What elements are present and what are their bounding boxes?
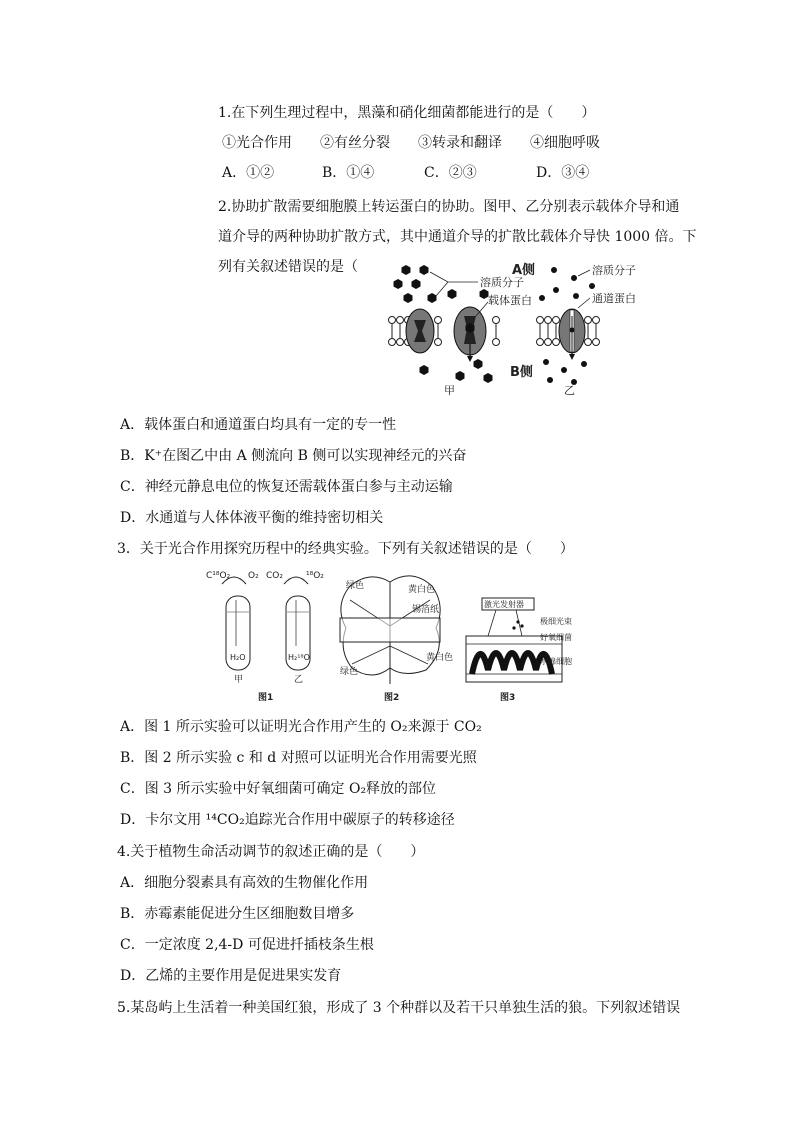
fig1-jia: 甲	[234, 675, 244, 685]
fig3-bacteria: 好氧细菌	[540, 633, 572, 642]
q2-stem-line-1: 2.协助扩散需要细胞膜上转运蛋白的协助。图甲、乙分别表示载体介导和通	[218, 199, 680, 215]
q2-stem-line-2: 道介导的两种协助扩散方式，其中通道介导的扩散比载体介导快 1000 倍。下	[218, 229, 697, 245]
solute-label-right: 溶质分子	[592, 264, 636, 277]
q3-option-a: A．图 1 所示实验可以证明光合作用产生的 O₂来源于 CO₂	[120, 719, 482, 735]
side-a-label: A侧	[512, 263, 536, 278]
q3-stem: 3．关于光合作用探究历程中的经典实验。下列有关叙述错误的是（ ）	[117, 541, 574, 557]
q2-option-a: A．载体蛋白和通道蛋白均具有一定的专一性	[120, 417, 397, 433]
q5-stem: 5.某岛屿上生活着一种美国红狼，形成了 3 个种群以及若干只单独生活的狼。下列叙述错误	[117, 1000, 681, 1016]
fig1-h218o: H₂¹⁸O	[288, 653, 310, 662]
fig3-spirogyra	[466, 598, 572, 703]
yi-label: 乙	[564, 384, 575, 397]
side-b-label: B侧	[510, 365, 533, 380]
facilitated-diffusion-figure	[378, 258, 698, 398]
q4-stem: 4.关于植物生命活动调节的叙述正确的是（ ）	[117, 844, 425, 860]
q2-stem-line-3: 列有关叙述错误的是（	[218, 259, 358, 275]
fig3-cell: 水绵细胞	[540, 657, 572, 666]
fig1-top-right: ¹⁸O₂	[306, 571, 324, 581]
fig1-o2: O₂	[248, 571, 259, 581]
q2-option-b: B．K⁺在图乙中由 A 侧流向 B 侧可以实现神经元的兴奋	[120, 448, 467, 464]
solute-label-left: 溶质分子	[480, 276, 524, 289]
membrane-right	[537, 309, 600, 360]
q4-option-a: A．细胞分裂素具有高效的生物催化作用	[120, 875, 369, 891]
fig2-leaf	[340, 576, 453, 703]
photosynthesis-experiments-figure	[200, 566, 580, 706]
q1-items: ①光合作用 ②有丝分裂 ③转录和翻译 ④细胞呼吸	[222, 135, 600, 151]
q2-option-d: D．水通道与人体体液平衡的维持密切相关	[120, 510, 384, 526]
fig2-foil: 锡箔纸	[412, 605, 440, 615]
fig3-beam: 极细光束	[540, 617, 572, 626]
membrane-left	[388, 307, 500, 362]
q1-stem: 1.在下列生理过程中，黑藻和硝化细菌都能进行的是（ ）	[218, 105, 596, 121]
q1-option-b: B．①④	[322, 165, 375, 181]
fig3-caption: 图3	[500, 693, 516, 703]
carrier-label: 载体蛋白	[488, 294, 532, 307]
fig1-caption: 图1	[258, 693, 274, 703]
fig3-laser: 激光发射器	[484, 600, 524, 609]
q1-option-d: D．③④	[536, 165, 590, 181]
fig2-green-bottom: 绿色	[340, 667, 359, 677]
fig1-test-tubes	[206, 571, 324, 703]
fig2-yellow-top: 黄白色	[408, 585, 436, 595]
fig1-top-left: C¹⁸O₂	[206, 571, 231, 581]
q1-option-c: C．②③	[424, 165, 477, 181]
q3-option-d: D．卡尔文用 ¹⁴CO₂追踪光合作用中碳原子的转移途径	[120, 812, 455, 828]
q3-option-b: B．图 2 所示实验 c 和 d 对照可以证明光合作用需要光照	[120, 750, 477, 766]
q4-option-b: B．赤霉素能促进分生区细胞数目增多	[120, 906, 355, 922]
fig1-co2: CO₂	[266, 571, 283, 581]
fig1-h2o: H₂O	[230, 653, 246, 662]
fig1-yi: 乙	[294, 675, 304, 685]
q1-option-a: A．①②	[222, 165, 275, 181]
fig2-caption: 图2	[384, 693, 400, 703]
fig2-yellow-bottom: 黄白色	[426, 653, 454, 663]
q2-option-c: C．神经元静息电位的恢复还需载体蛋白参与主动运输	[120, 479, 453, 495]
channel-label: 通道蛋白	[592, 292, 636, 305]
fig2-green-top: 绿色	[346, 581, 365, 591]
q3-option-c: C．图 3 所示实验中好氧细菌可确定 O₂释放的部位	[120, 781, 437, 797]
q4-option-c: C．一定浓度 2,4-D 可促进扦插枝条生根	[120, 937, 374, 953]
jia-label: 甲	[444, 384, 455, 397]
q4-option-d: D．乙烯的主要作用是促进果实发育	[120, 968, 342, 984]
